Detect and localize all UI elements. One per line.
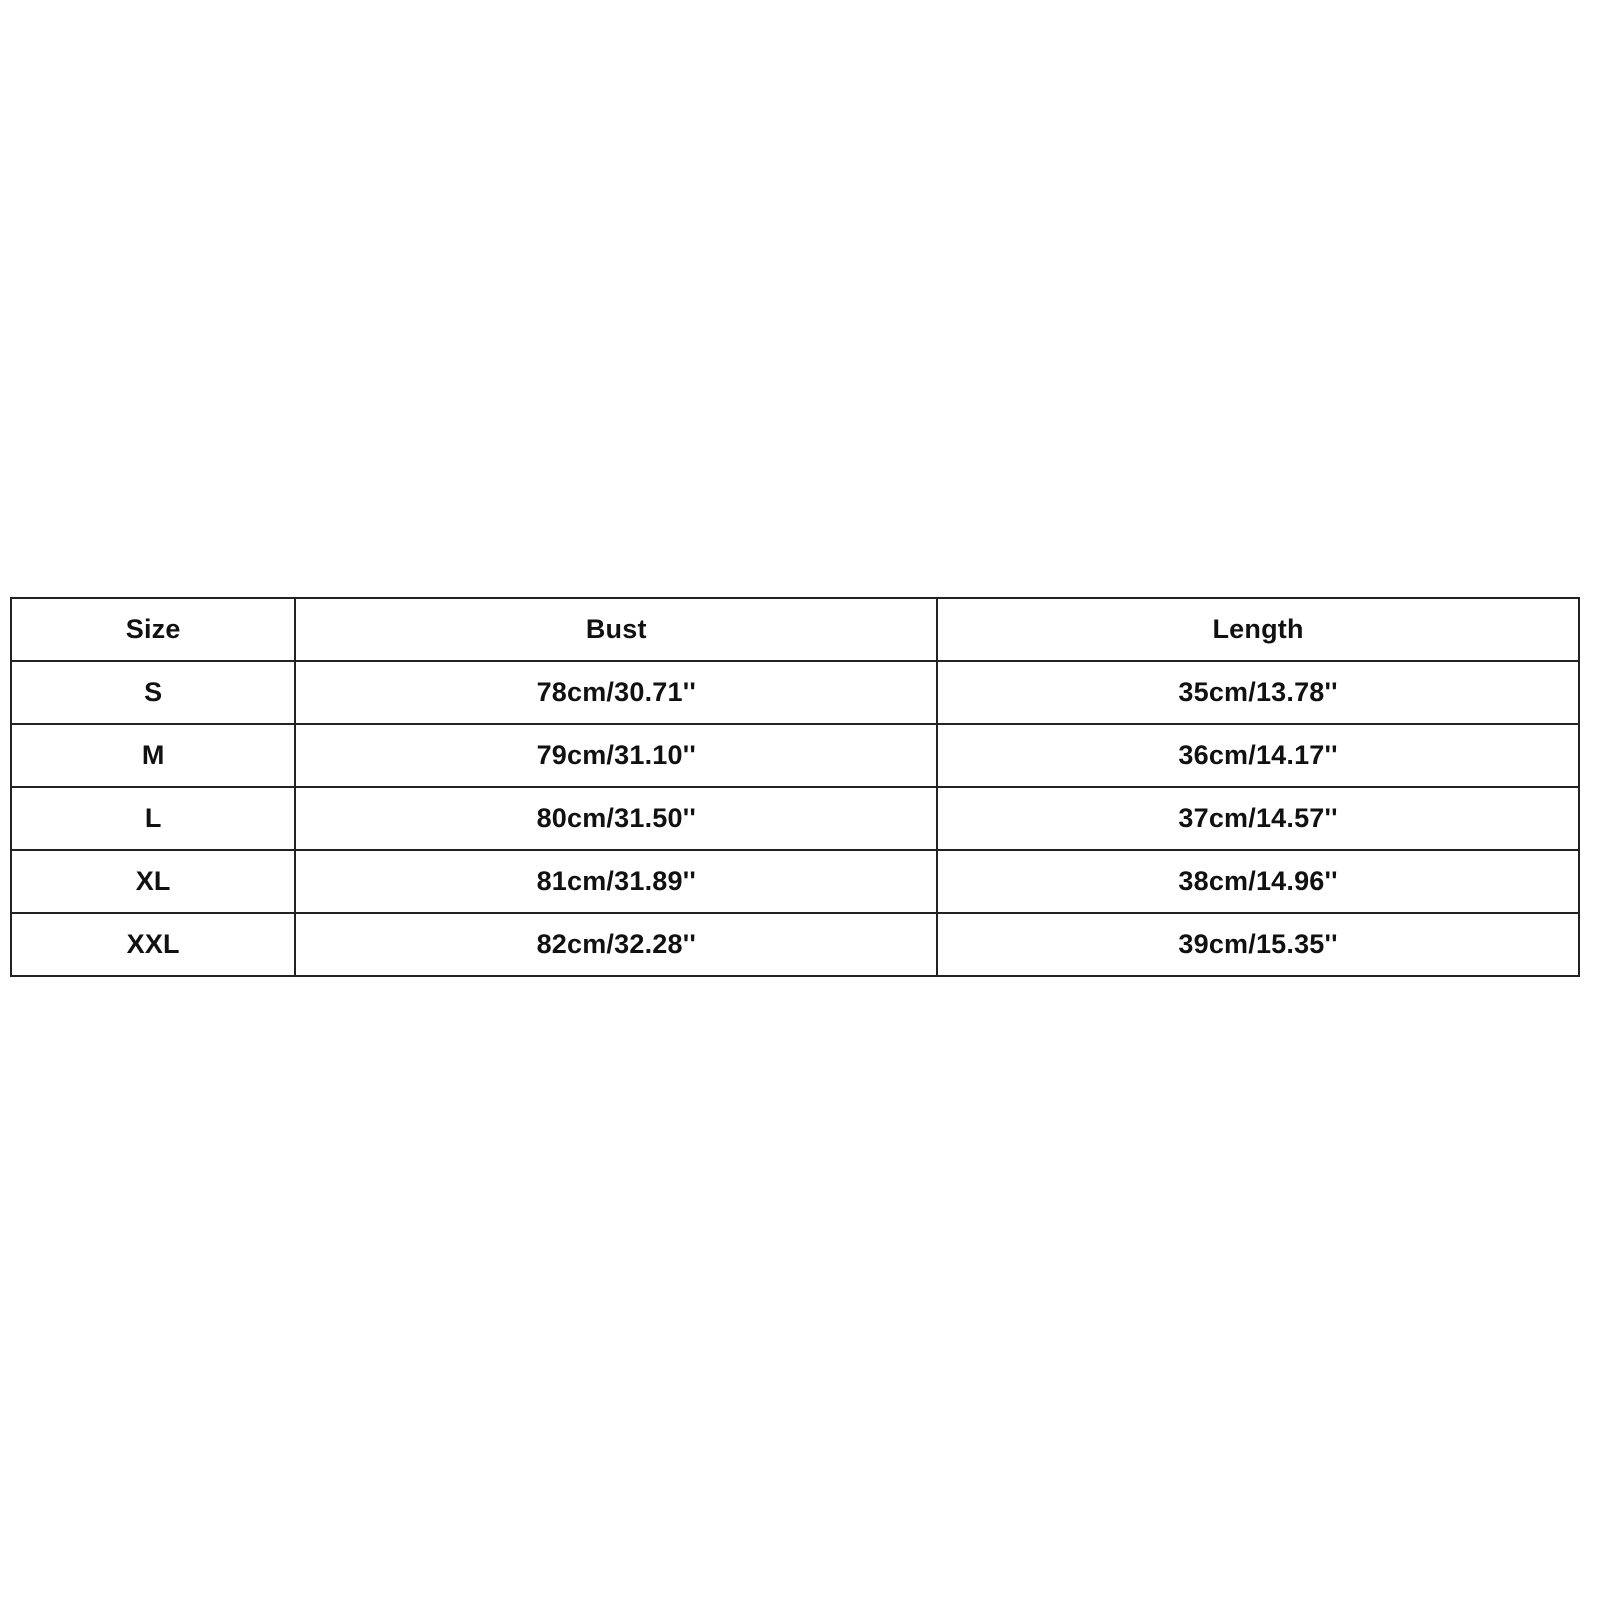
table-row — [11, 724, 1579, 787]
cell-size: S — [11, 661, 295, 724]
cell-bust: 82cm/32.28'' — [295, 913, 937, 976]
cell-length: 39cm/15.35'' — [937, 913, 1579, 976]
table-row — [11, 913, 1579, 976]
cell-length: 37cm/14.57'' — [937, 787, 1579, 850]
header-bust: Bust — [295, 598, 937, 661]
header-length: Length — [937, 598, 1579, 661]
cell-size: XXL — [11, 913, 295, 976]
table-row — [11, 850, 1579, 913]
cell-bust: 78cm/30.71'' — [295, 661, 937, 724]
table-header-row — [11, 598, 1579, 661]
cell-length: 36cm/14.17'' — [937, 724, 1579, 787]
cell-size: M — [11, 724, 295, 787]
table-row — [11, 661, 1579, 724]
cell-bust: 80cm/31.50'' — [295, 787, 937, 850]
cell-bust: 79cm/31.10'' — [295, 724, 937, 787]
cell-size: L — [11, 787, 295, 850]
header-size: Size — [11, 598, 295, 661]
cell-length: 35cm/13.78'' — [937, 661, 1579, 724]
cell-length: 38cm/14.96'' — [937, 850, 1579, 913]
size-chart-table — [10, 597, 1580, 977]
cell-size: XL — [11, 850, 295, 913]
cell-bust: 81cm/31.89'' — [295, 850, 937, 913]
table-row — [11, 787, 1579, 850]
